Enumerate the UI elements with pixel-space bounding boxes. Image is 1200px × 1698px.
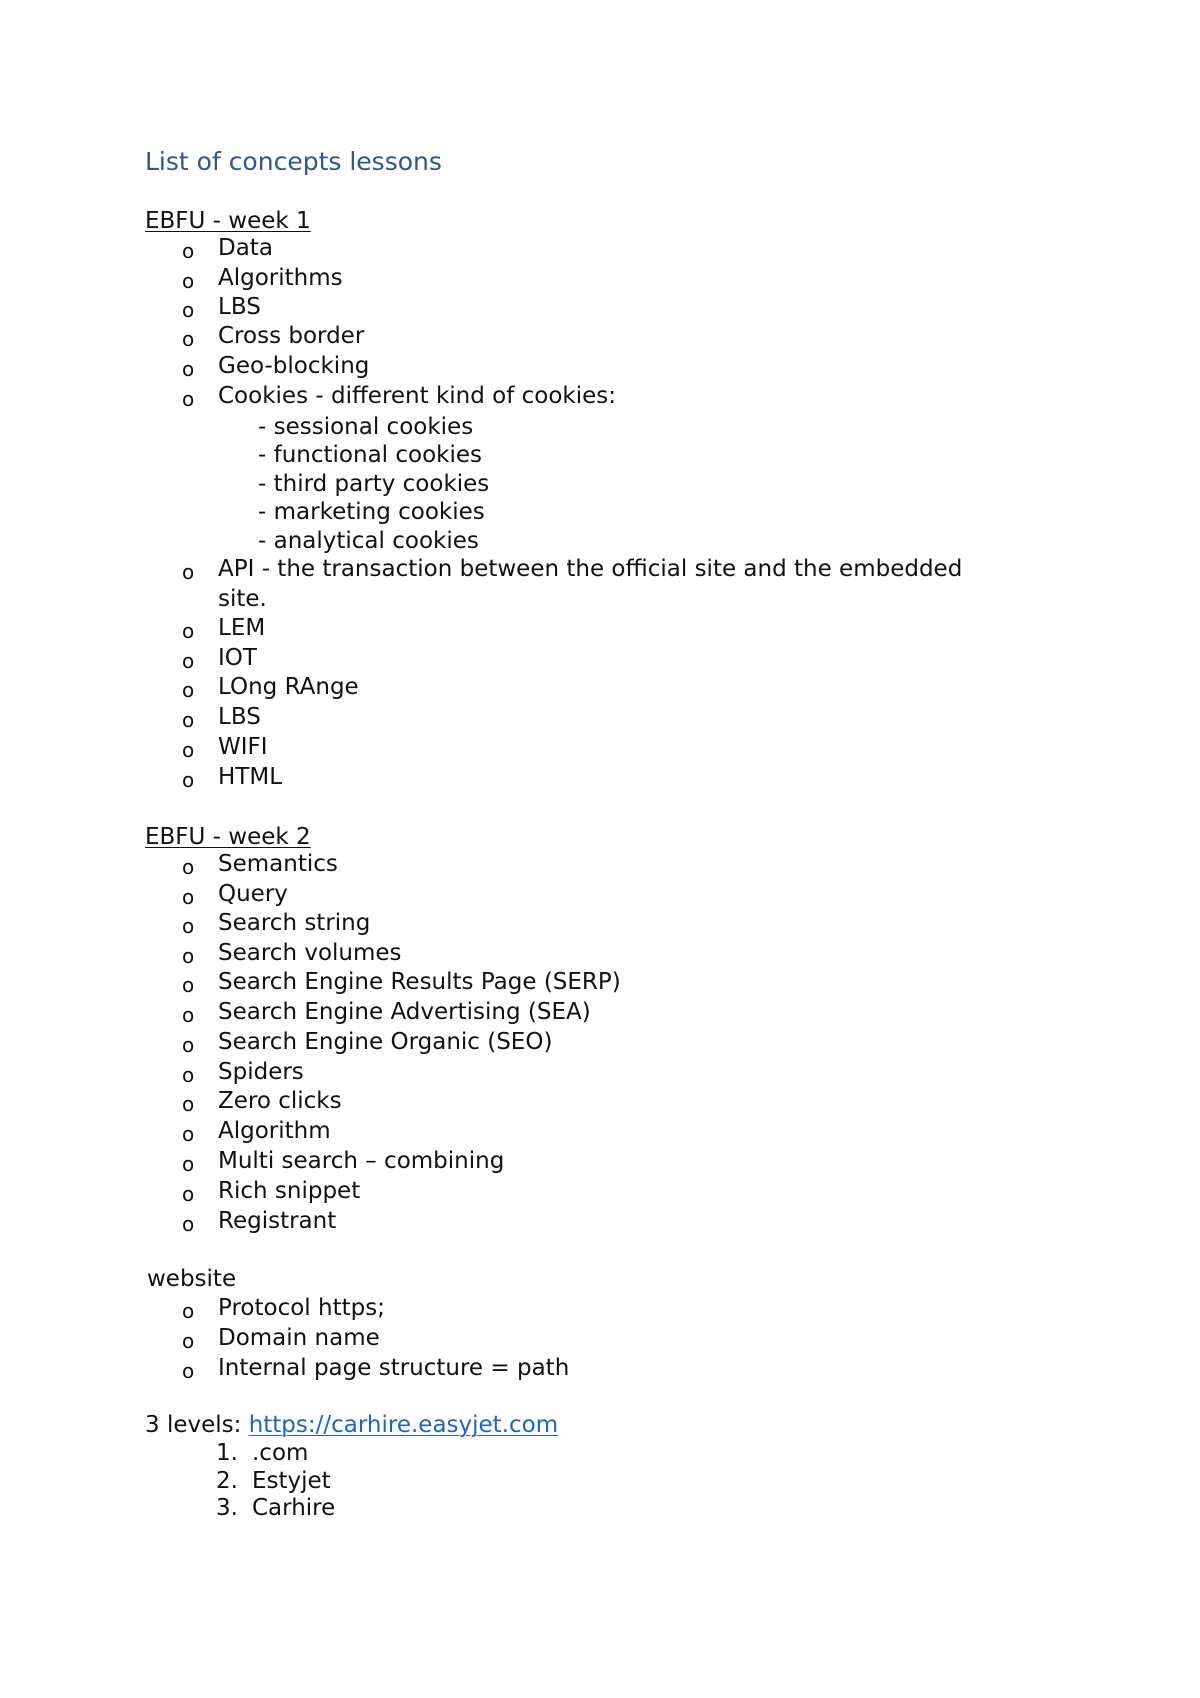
level-number: 3. (216, 1495, 238, 1521)
bullet-icon: o (182, 560, 195, 584)
cookie-type: - sessional cookies (258, 414, 474, 440)
level-item: Estyjet (252, 1468, 331, 1494)
cookie-type: - analytical cookies (258, 528, 479, 554)
week2-item: Zero clicks (218, 1088, 342, 1114)
week1-item: HTML (218, 764, 283, 790)
level-item: Carhire (252, 1495, 336, 1521)
levels-label: 3 levels: (145, 1412, 242, 1438)
week2-item: Multi search – combining (218, 1148, 505, 1174)
bullet-icon: o (182, 678, 195, 702)
bullet-icon: o (182, 855, 195, 879)
week1-item: WIFI (218, 734, 268, 760)
week2-item: Rich snippet (218, 1178, 361, 1204)
bullet-icon: o (182, 387, 195, 411)
level-number: 2. (216, 1468, 238, 1494)
week1-item: IOT (218, 645, 257, 671)
bullet-icon: o (182, 1182, 195, 1206)
document-title: List of concepts lessons (145, 147, 442, 176)
bullet-icon: o (182, 1299, 195, 1323)
week1-item: LEM (218, 615, 266, 641)
week1-item: Algorithms (218, 265, 343, 291)
bullet-icon: o (182, 1359, 195, 1383)
cookie-type: - third party cookies (258, 471, 490, 497)
week1-api-line2: site. (218, 586, 267, 612)
levels-url-link[interactable]: https://carhire.easyjet.com (248, 1412, 559, 1438)
week2-item: Query (218, 881, 288, 907)
bullet-icon: o (182, 1152, 195, 1176)
week1-heading: EBFU - week 1 (145, 208, 311, 234)
cookie-type: - functional cookies (258, 442, 482, 468)
level-number: 1. (216, 1440, 238, 1466)
bullet-icon: o (182, 327, 195, 351)
website-item: Protocol https; (218, 1295, 385, 1321)
levels-line (145, 1414, 558, 1437)
week2-item: Search string (218, 910, 371, 936)
bullet-icon: o (182, 298, 195, 322)
website-item: Domain name (218, 1325, 380, 1351)
bullet-icon: o (182, 708, 195, 732)
bullet-icon: o (182, 269, 195, 293)
week2-heading: EBFU - week 2 (145, 824, 311, 850)
week1-item: Geo-blocking (218, 353, 370, 379)
bullet-icon: o (182, 1092, 195, 1116)
bullet-icon: o (182, 1329, 195, 1353)
bullet-icon: o (182, 239, 195, 263)
week2-item: Spiders (218, 1059, 304, 1085)
week1-item: LOng RAnge (218, 674, 359, 700)
bullet-icon: o (182, 944, 195, 968)
website-heading: website (147, 1266, 237, 1292)
bullet-icon: o (182, 1063, 195, 1087)
bullet-icon: o (182, 973, 195, 997)
bullet-icon: o (182, 885, 195, 909)
bullet-icon: o (182, 1122, 195, 1146)
week2-item: Search Engine Organic (SEO) (218, 1029, 553, 1055)
week2-item: Search Engine Results Page (SERP) (218, 969, 621, 995)
bullet-icon: o (182, 1003, 195, 1027)
week1-item: Data (218, 235, 273, 261)
website-item: Internal page structure = path (218, 1355, 570, 1381)
bullet-icon: o (182, 738, 195, 762)
week2-item: Search volumes (218, 940, 402, 966)
week1-api-line1: API - the transaction between the official site and the embedded (218, 556, 963, 582)
week2-item: Search Engine Advertising (SEA) (218, 999, 591, 1025)
week2-item: Semantics (218, 851, 338, 877)
week2-item: Registrant (218, 1208, 337, 1234)
bullet-icon: o (182, 649, 195, 673)
week1-item: LBS (218, 294, 261, 320)
bullet-icon: o (182, 914, 195, 938)
bullet-icon: o (182, 768, 195, 792)
cookie-type: - marketing cookies (258, 499, 485, 525)
week1-item: Cookies - different kind of cookies: (218, 383, 617, 409)
level-item: .com (252, 1440, 309, 1466)
week2-item: Algorithm (218, 1118, 331, 1144)
bullet-icon: o (182, 619, 195, 643)
bullet-icon: o (182, 357, 195, 381)
bullet-icon: o (182, 1212, 195, 1236)
bullet-icon: o (182, 1033, 195, 1057)
week1-item: Cross border (218, 323, 365, 349)
week1-item: LBS (218, 704, 261, 730)
